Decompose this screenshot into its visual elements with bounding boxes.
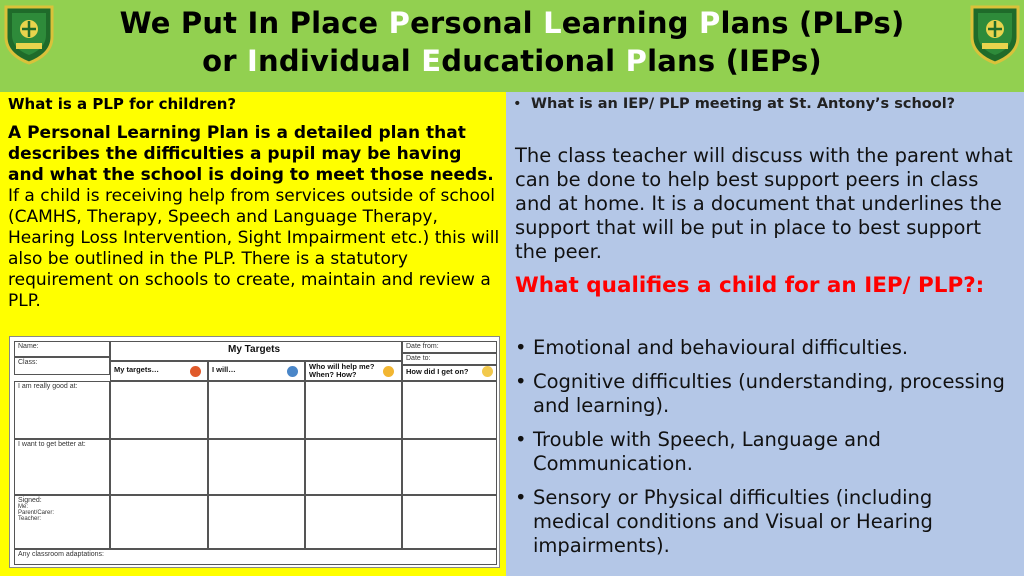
form-signed-label: Signed: — [18, 497, 42, 504]
bullet-icon: • — [513, 96, 522, 112]
form-date-from: Date from: — [406, 343, 439, 350]
form-class-cell — [14, 357, 110, 375]
title-segment: We Put In Place — [119, 6, 389, 40]
form-row-good — [14, 381, 110, 439]
form-class-label: Class: — [18, 359, 38, 366]
form-row-adaptations — [14, 549, 497, 565]
form-cell — [305, 495, 402, 549]
form-cell — [110, 495, 208, 549]
plp-definition: A Personal Learning Plan is a detailed plan that describes the difficulties a pupil may be having and what the school is doing to meet those needs. — [8, 123, 494, 185]
form-cell — [110, 381, 208, 439]
page-title — [60, 4, 964, 80]
form-name-cell — [14, 341, 110, 357]
title-segment: ducational — [441, 44, 626, 78]
iep-meeting-answer: The class teacher will discuss with the parent what can be done to help best support peers in class and at home. It is a document that underlines the support that will be put in place to best support the peer. — [515, 144, 1013, 263]
form-row-better-label: I want to get better at: — [18, 441, 86, 448]
form-cell — [402, 495, 497, 549]
bullet-icon: • — [515, 428, 527, 451]
form-col-got-on-label: How did I get on? — [406, 367, 469, 376]
form-cell — [110, 439, 208, 495]
title-initial: L — [543, 6, 562, 40]
form-parent-label: Parent/Carer: — [18, 510, 55, 516]
form-cell — [208, 439, 305, 495]
form-row-better — [14, 439, 110, 495]
plp-heading: What is a PLP for children? — [8, 95, 237, 113]
form-cell — [208, 495, 305, 549]
form-col-will-label: I will… — [212, 365, 236, 374]
form-row-signed — [14, 495, 110, 549]
my-targets-form-image — [9, 336, 500, 568]
form-teacher-label: Teacher: — [18, 516, 42, 522]
title-line-2 — [60, 42, 964, 80]
qualifications-list — [515, 336, 1015, 568]
thinking-face-icon — [287, 366, 298, 377]
target-icon — [190, 366, 201, 377]
bullet-icon: • — [515, 336, 527, 359]
form-row-good-label: I am really good at: — [18, 383, 78, 390]
bullet-icon: • — [515, 370, 527, 393]
title-initial: P — [699, 6, 721, 40]
form-cell — [305, 381, 402, 439]
title-segment: lans (PLPs) — [720, 6, 905, 40]
title-segment: earning — [561, 6, 699, 40]
form-me-label: Me: — [18, 504, 29, 510]
school-crest-icon — [2, 3, 56, 65]
bullet-icon: • — [515, 486, 527, 509]
list-item — [515, 370, 1015, 418]
form-date-to-cell — [402, 353, 497, 365]
form-date-from-cell — [402, 341, 497, 353]
form-adaptations-label: Any classroom adaptations: — [18, 551, 104, 558]
form-cell — [402, 439, 497, 495]
form-cell — [402, 381, 497, 439]
form-cell — [208, 381, 305, 439]
helper-face-icon — [383, 366, 394, 377]
form-title: My Targets — [228, 344, 281, 355]
title-segment: ersonal — [410, 6, 544, 40]
list-item — [515, 486, 1015, 558]
title-segment: or — [202, 44, 248, 78]
list-item-text: Emotional and behavioural difficulties. — [533, 336, 909, 359]
iep-meeting-question — [513, 96, 1013, 112]
list-item — [515, 428, 1015, 476]
plp-description — [8, 123, 500, 312]
title-segment: lans (IEPs) — [647, 44, 822, 78]
title-initial: E — [421, 44, 442, 78]
title-initial: P — [388, 6, 411, 40]
title-segment: ndividual — [258, 44, 422, 78]
smiley-face-icon — [482, 366, 493, 377]
school-crest-icon — [968, 3, 1022, 65]
title-initial: I — [247, 44, 259, 78]
form-name-label: Name: — [18, 343, 39, 350]
iep-meeting-question-text: What is an IEP/ PLP meeting at St. Antony’s school? — [531, 96, 956, 112]
list-item — [515, 336, 1015, 360]
title-initial: P — [625, 44, 648, 78]
list-item-text: Cognitive difficulties (understanding, processing and learning). — [533, 370, 1005, 417]
list-item-text: Sensory or Physical difficulties (including medical conditions and Visual or Hearing impairments). — [533, 486, 933, 557]
form-cell — [305, 439, 402, 495]
title-line-1 — [60, 4, 964, 42]
list-item-text: Trouble with Speech, Language and Communication. — [533, 428, 881, 475]
plp-details: If a child is receiving help from services outside of school (CAMHS, Therapy, Speech and Language Therapy, Hearing Loss Intervention, Sight Impairment etc.) this will also be outlined in the PLP. There is a statutory requirement on schools to create, maintain and review a PLP. — [8, 186, 500, 311]
qualifies-heading: What qualifies a child for an IEP/ PLP?: — [515, 273, 985, 298]
form-col-help-label: Who will help me? When? How? — [309, 362, 375, 379]
form-col-targets-label: My targets… — [114, 365, 160, 374]
form-date-to: Date to: — [406, 355, 431, 362]
